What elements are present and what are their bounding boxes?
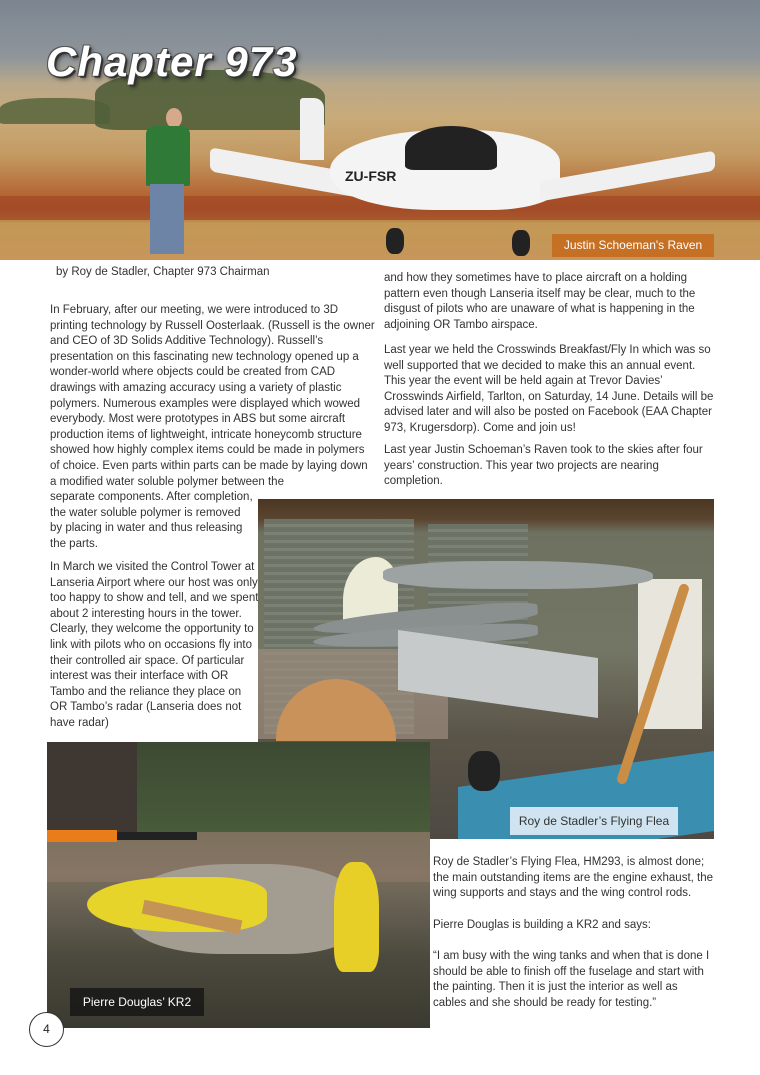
header-photo-raven (0, 0, 760, 260)
plane-wheel (386, 228, 404, 254)
paragraph-projects: Last year Justin Schoeman’s Raven took to the skies after four years’ construction. This year two projects are nearing completion. (384, 444, 703, 488)
person-shirt (146, 126, 190, 186)
paragraph-holding-pattern: and how they sometimes have to place aircraft on a holding pattern even though Lanseria itself may be clear, much to the disgust of pilots who are unaware of what is happening in the adjoining OR Tambo airspace. (384, 272, 696, 331)
byline: by Roy de Stadler, Chapter 973 Chairman (56, 266, 270, 278)
flea-wheel (468, 751, 500, 791)
flea-photo-caption: Roy de Stadler’s Flying Flea (510, 807, 678, 835)
raven-photo-caption: Justin Schoeman's Raven (552, 234, 714, 257)
plane-canopy (405, 126, 497, 170)
paragraph-kr2-quote: “I am busy with the wing tanks and when that is done I should be able to finish off the fuselage and start with the painting. Then it is just the interior as well as cables and she should be ready for testing.” (433, 950, 710, 1009)
trees-background-left (0, 98, 110, 124)
kr2-tail-fin (334, 862, 379, 972)
paragraph-flying-flea: Roy de Stadler’s Flying Flea, HM293, is almost done; the main outstanding items are the engine exhaust, the wing supports and stays and the wing control rods. (433, 856, 714, 900)
person-legs (150, 184, 184, 254)
plane-tail (300, 98, 324, 160)
flea-top-wing (383, 561, 653, 589)
plane-wing-right (540, 151, 715, 202)
hoist-bar (47, 830, 117, 842)
plane-registration: ZU-FSR (345, 168, 397, 184)
kr2-photo-caption: Pierre Douglas’ KR2 (70, 988, 204, 1016)
paragraph-crosswinds: Last year we held the Crosswinds Breakfast/Fly In which was so well supported that we decided to make this an annual event. This year the event will be held again at Trevor Davies’ Crosswinds Airfield, Tarlton, on Saturday, 14 June. Details will be advised later and will also be posted on Facebook (EAA Chapter 973, Krugersdorp). Come and join us! (384, 344, 714, 434)
paragraph-control-tower: In March we visited the Control Tower at Lanseria Airport where our host was only too happy to show and tell, and we spent about 2 interesting hours in the tower. Clearly, they welcome the opportunity to link with pilots who on occasions fly into their controlled air space. Of particular interest was their interface with OR Tambo and the reliance they place on OR Tambo’s radar (Lanseria does not have radar) (50, 561, 259, 729)
kr2-photo (47, 742, 430, 1028)
page-number: 4 (29, 1012, 64, 1047)
paragraph-kr2-intro: Pierre Douglas is building a KR2 and says: (433, 919, 651, 931)
page-title: Chapter 973 (46, 38, 298, 85)
paragraph-3d-printing-cont: separate components. After completion, the water soluble polymer is removed by placing in water and thus releasing the parts. (50, 491, 253, 550)
paragraph-3d-printing: In February, after our meeting, we were introduced to 3D printing technology by Russell Oosterlaak. (Russell is the owner and CEO of 3D Solids Additive Technology). Russell’s presentation on this fascinating new technology opened up a wonder-world where objects could be created from CAD drawings with amazing accuracy using a variety of plastic polymers. Numerous examples were displayed which wowed everybody. Most were prototypes in ABS but some aircraft production items of lightweight, intricate honeycomb structure showed how highly complex items could be made in polymers of choice. Even parts within parts can be made by laying down a modified water soluble polymer between the (50, 304, 375, 488)
house (47, 742, 137, 832)
hoist-beam (117, 832, 197, 840)
plane-wheel (512, 230, 530, 256)
person-head (166, 108, 182, 128)
